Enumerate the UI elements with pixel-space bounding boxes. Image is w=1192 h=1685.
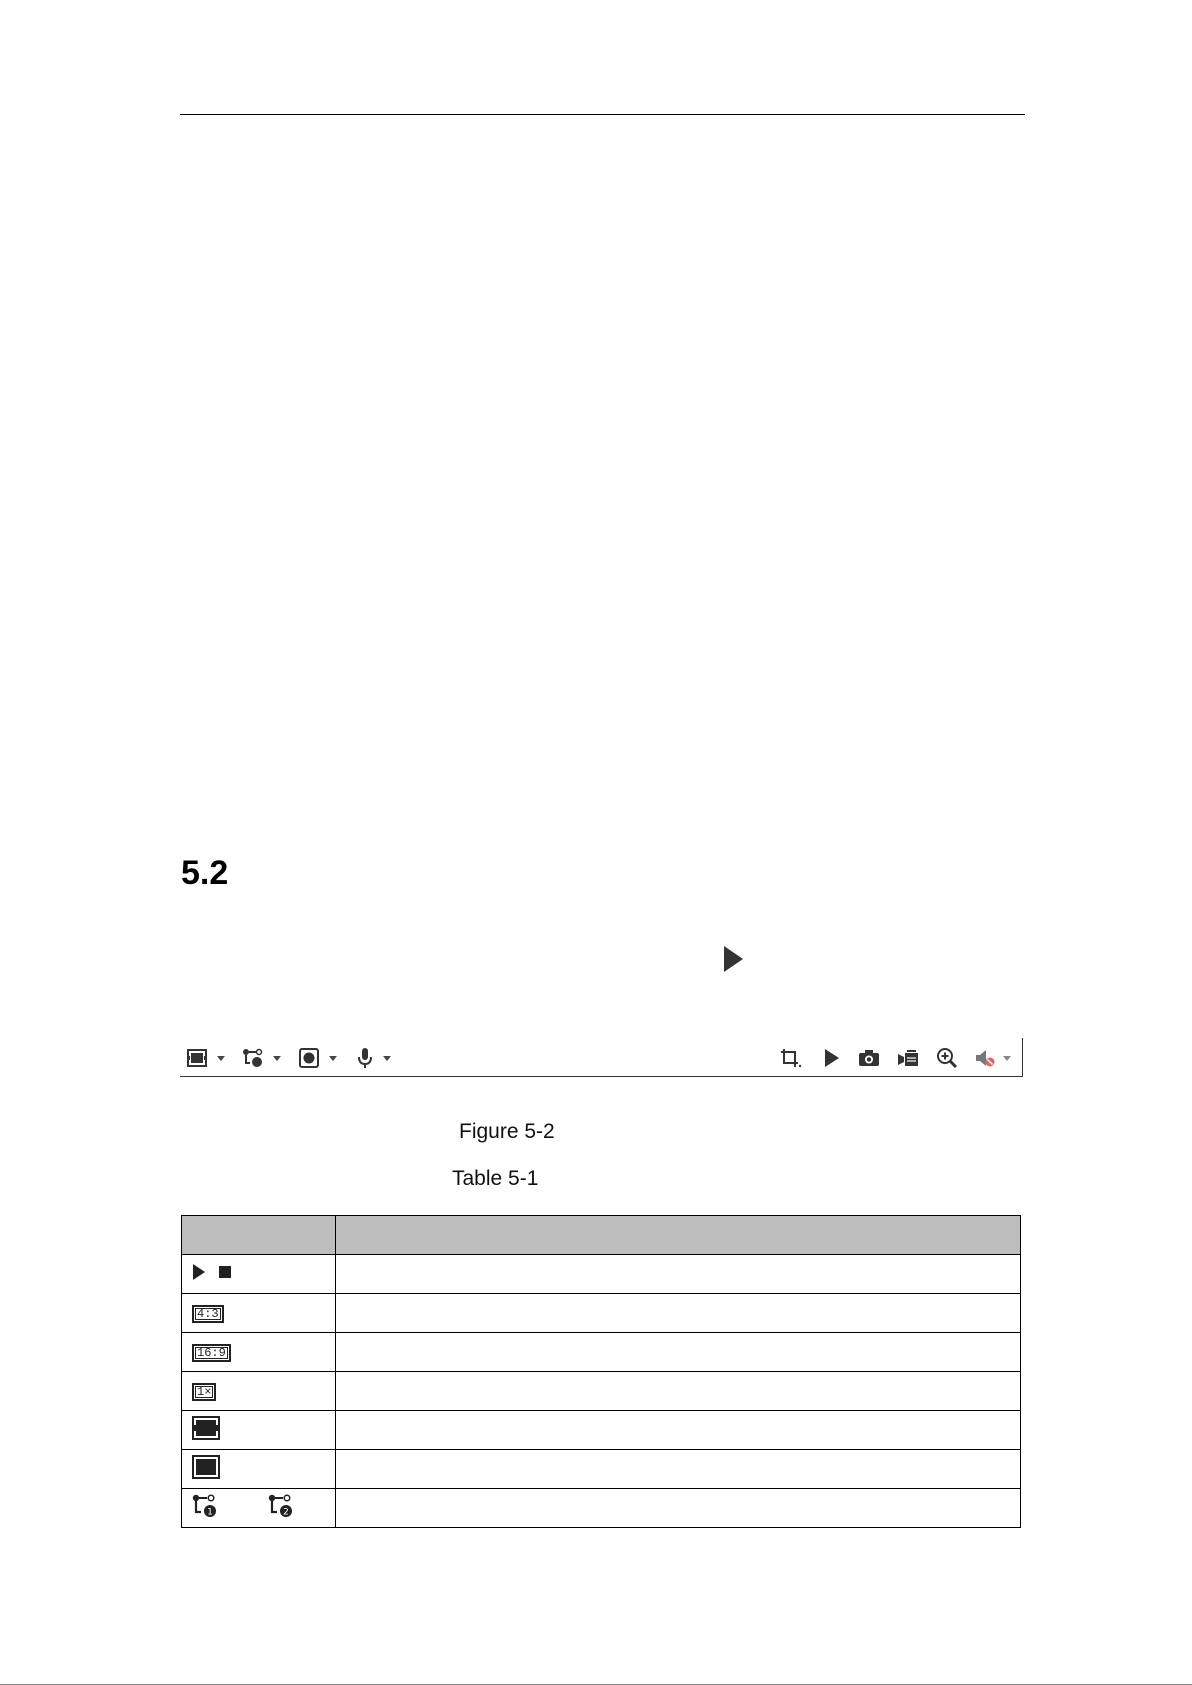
header-rule (180, 114, 1025, 115)
full-screen-icon (192, 1466, 220, 1483)
capture-icon[interactable] (858, 1048, 880, 1068)
table-row (182, 1450, 1021, 1489)
audio-mute-icon[interactable] (975, 1048, 997, 1068)
live-view-toolbar (180, 1038, 1023, 1077)
svg-text:1: 1 (207, 1507, 213, 1517)
table-row (182, 1294, 1021, 1333)
chevron-down-icon[interactable] (217, 1056, 225, 1061)
microphone-icon[interactable] (354, 1048, 376, 1068)
aspect-4-3-icon: 4:3 (192, 1305, 224, 1323)
play-icon (192, 1263, 206, 1286)
record-icon[interactable] (897, 1048, 919, 1068)
table-cell-icon (182, 1411, 336, 1450)
self-adaptive-icon (192, 1427, 220, 1444)
digital-zoom-icon[interactable] (936, 1048, 958, 1068)
chevron-down-icon[interactable] (273, 1056, 281, 1061)
figure-caption: Figure 5-2 (459, 1120, 555, 1143)
stop-icon (218, 1265, 232, 1284)
table-caption: Table 5-1 (452, 1167, 539, 1190)
table-cell-description (336, 1489, 1021, 1528)
table-cell-icon (182, 1489, 336, 1528)
section-number: 5.2 (181, 854, 229, 892)
original-size-icon: 1× (192, 1383, 216, 1401)
chevron-down-icon[interactable] (1003, 1056, 1011, 1061)
plugin-icon[interactable] (298, 1048, 320, 1068)
table-cell-description (336, 1255, 1021, 1294)
table-cell-icon (182, 1294, 336, 1333)
table-cell-description (336, 1372, 1021, 1411)
table-cell-icon (182, 1255, 336, 1294)
table-row (182, 1255, 1021, 1294)
crop-icon[interactable] (780, 1048, 802, 1068)
table-header-description (336, 1216, 1021, 1255)
table-cell-icon (182, 1450, 336, 1489)
play-icon (722, 945, 744, 978)
table-row (182, 1333, 1021, 1372)
sub-stream-icon (268, 1494, 294, 1523)
table-row (182, 1411, 1021, 1450)
main-stream-icon (192, 1494, 218, 1523)
window-division-icon[interactable] (186, 1048, 208, 1068)
table-row (182, 1372, 1021, 1411)
table-row (182, 1489, 1021, 1528)
play-icon[interactable] (821, 1048, 843, 1068)
table-cell-description (336, 1333, 1021, 1372)
table-cell-description (336, 1450, 1021, 1489)
table-cell-icon (182, 1333, 336, 1372)
table-cell-description (336, 1294, 1021, 1333)
table-cell-description (336, 1411, 1021, 1450)
table-header-row (182, 1216, 1021, 1255)
svg-text:2: 2 (283, 1507, 289, 1517)
chevron-down-icon[interactable] (329, 1056, 337, 1061)
table-header-icon (182, 1216, 336, 1255)
stream-type-icon[interactable] (242, 1048, 264, 1068)
icon-description-table (181, 1215, 1021, 1528)
table-cell-icon (182, 1372, 336, 1411)
chevron-down-icon[interactable] (383, 1056, 391, 1061)
aspect-16-9-icon: 16:9 (192, 1344, 231, 1362)
